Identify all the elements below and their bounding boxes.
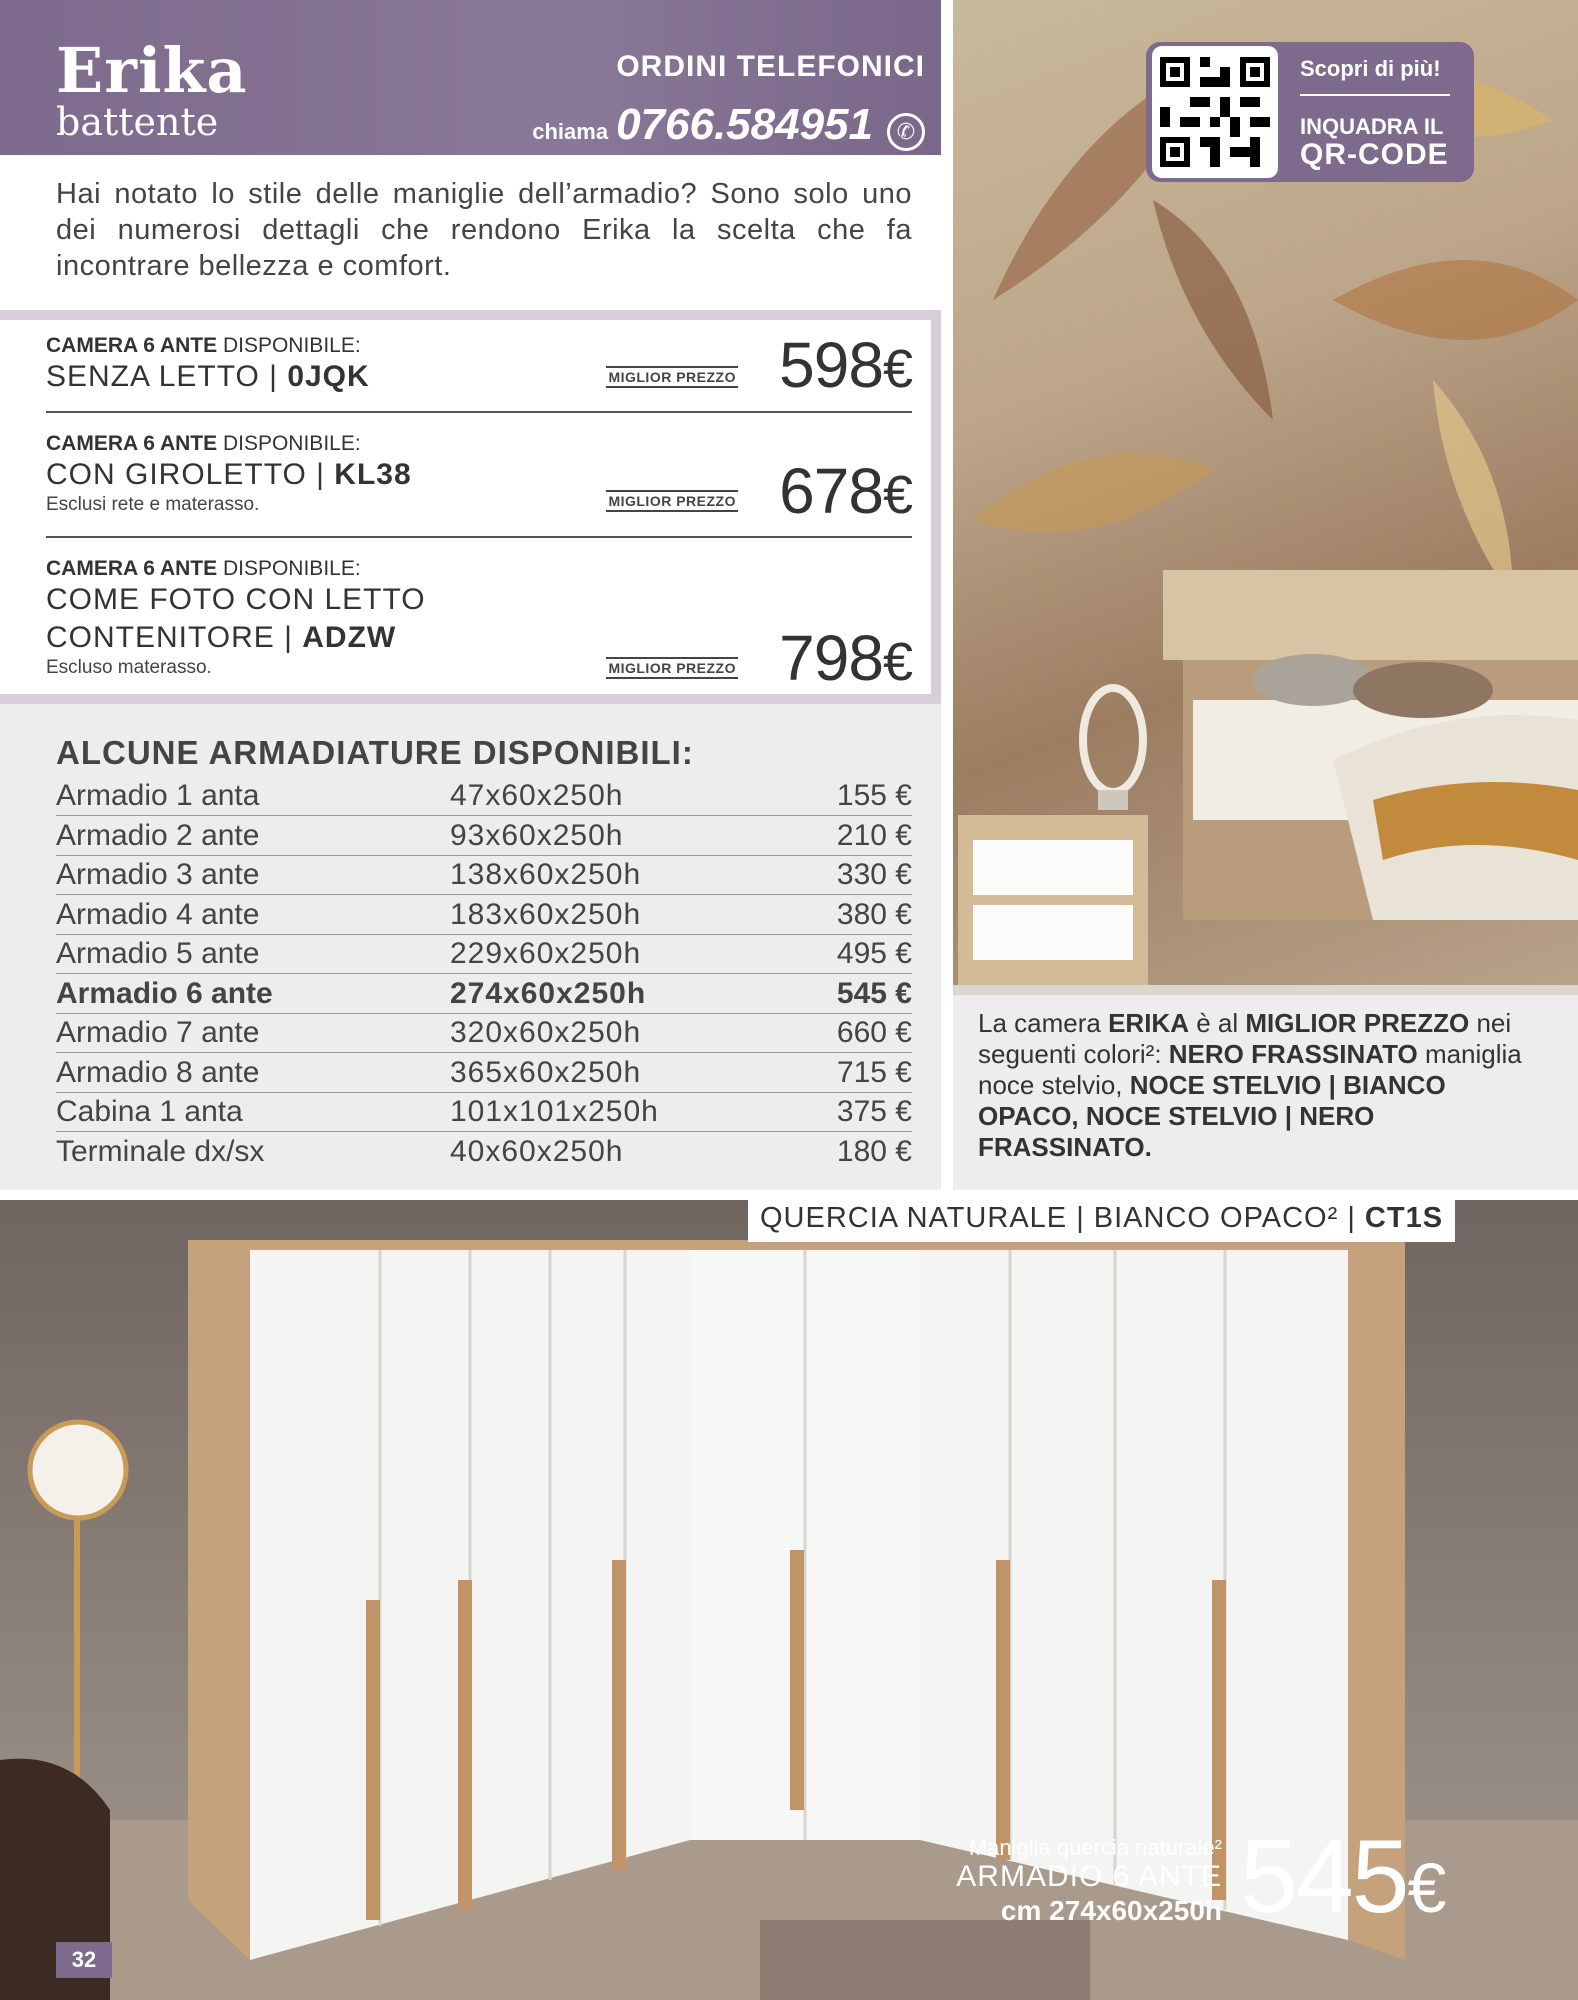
- offer-divider: [46, 411, 912, 413]
- offer-price: [779, 621, 912, 695]
- offer-price-value: 798: [779, 622, 883, 694]
- intro-text: Hai notato lo stile delle maniglie dell’armadio? Sono solo uno dei numerosi dettagli che rendono Erika la scelta che fa incontrare bellezza e comfort.: [56, 178, 912, 282]
- offer-heading-rest: DISPONIBILE:: [217, 432, 361, 455]
- leaf-shape: [1433, 380, 1513, 600]
- best-price-tag: MIGLIOR PREZZO: [606, 366, 738, 388]
- page-number: 32: [56, 1942, 112, 1978]
- euro-symbol: €: [1407, 1849, 1445, 1927]
- wardrobe-handle: [996, 1560, 1010, 1860]
- wardrobe-dims: 101x101x250h: [450, 1095, 659, 1128]
- product-name: ARMADIO 6 ANTE: [956, 1860, 1222, 1893]
- wardrobe-dims: 138x60x250h: [450, 858, 642, 891]
- wardrobe-price: 180 €: [836, 1134, 912, 1168]
- pillow: [1253, 654, 1373, 706]
- wardrobe-row: [56, 856, 912, 895]
- wardrobe-dims: 365x60x250h: [450, 1055, 642, 1089]
- wardrobe-dims: 320x60x250h: [450, 1016, 642, 1049]
- wardrobe-handle: [458, 1580, 472, 1910]
- nightstand-drawer: [973, 905, 1133, 960]
- handle-note: Maniglia quercia naturale²: [968, 1835, 1222, 1860]
- floor-lamp: [30, 1422, 126, 1518]
- wardrobe-price: 380 €: [836, 897, 912, 931]
- product-price: [1240, 1818, 1444, 1937]
- offer-title-text: SENZA LETTO |: [46, 360, 288, 393]
- offer-price-value: 598: [779, 329, 883, 401]
- offer-price: [779, 328, 912, 402]
- call-word: chiama: [532, 119, 609, 144]
- wardrobe-row-highlighted: [56, 975, 912, 1014]
- lamp-base: [1098, 790, 1128, 810]
- leaf-shape: [1153, 200, 1273, 420]
- qr-code-label: QR-CODE: [1300, 138, 1449, 171]
- qr-discover-text: Scopri di più!: [1300, 56, 1441, 81]
- offer-title-text: CON GIROLETTO |: [46, 458, 335, 491]
- leaf-shape: [1333, 260, 1578, 340]
- wardrobe-name: Armadio 3 ante: [56, 858, 260, 891]
- wardrobe-name: Armadio 8 ante: [56, 1055, 260, 1089]
- wardrobe-price: 545 €: [836, 976, 912, 1010]
- offer-note: Escluso materasso.: [46, 657, 212, 678]
- wardrobe-dims: 40x60x250h: [450, 1134, 624, 1168]
- lamp: [1083, 688, 1143, 792]
- variant-code: CT1S: [1364, 1202, 1444, 1234]
- offer-heading-rest: DISPONIBILE:: [217, 334, 361, 357]
- wardrobe-dims: 47x60x250h: [450, 779, 624, 812]
- offer-title-text: CONTENITORE |: [46, 621, 303, 654]
- offer-heading-bold: CAMERA 6 ANTE: [46, 557, 218, 580]
- euro-symbol: €: [882, 632, 912, 692]
- offer-item: [46, 329, 912, 404]
- offer-code: KL38: [334, 458, 412, 491]
- offer-heading-bold: CAMERA 6 ANTE: [46, 432, 218, 455]
- offer-code: 0JQK: [287, 360, 370, 393]
- wardrobe-side: [188, 1248, 250, 1960]
- wardrobe-heading: ALCUNE ARMADIATURE DISPONIBILI:: [56, 734, 694, 771]
- wardrobe-dims: 93x60x250h: [450, 818, 624, 852]
- headboard: [1163, 570, 1578, 660]
- wardrobe-price: 210 €: [836, 818, 912, 852]
- offer-heading: [46, 432, 912, 456]
- wardrobe-name: Terminale dx/sx: [56, 1134, 265, 1168]
- nightstand-drawer: [973, 840, 1133, 895]
- variant-label: QUERCIA NATURALE | BIANCO OPACO² | CT1S: [748, 1196, 1455, 1242]
- wardrobe-handle: [612, 1560, 626, 1870]
- wardrobe-name: Armadio 5 ante: [56, 937, 260, 970]
- wardrobe-row: [56, 1133, 912, 1172]
- offer-code: ADZW: [302, 621, 397, 654]
- wardrobe-name: Armadio 4 ante: [56, 897, 260, 931]
- wardrobe-name: Armadio 6 ante: [56, 976, 273, 1010]
- best-price-tag: MIGLIOR PREZZO: [606, 657, 738, 679]
- offer-item: [46, 557, 912, 694]
- wardrobe-dims: 229x60x250h: [450, 937, 642, 970]
- wardrobe-dims: 274x60x250h: [450, 976, 647, 1010]
- wardrobe-row: [56, 1054, 912, 1093]
- offer-price: [779, 454, 912, 528]
- phone-number[interactable]: 0766.584951: [616, 100, 873, 149]
- wardrobe-price: 495 €: [836, 937, 912, 970]
- offer-heading-bold: CAMERA 6 ANTE: [46, 334, 218, 357]
- qr-frame-text: INQUADRA IL: [1300, 114, 1444, 139]
- header-band: [0, 0, 941, 155]
- wardrobe-name: Armadio 2 ante: [56, 818, 260, 852]
- wardrobe-price: 330 €: [836, 858, 912, 891]
- qr-pattern: [1160, 54, 1270, 170]
- offer-title-text: COME FOTO CON LETTO: [46, 583, 426, 616]
- offer-divider: [46, 536, 912, 538]
- best-price-tag: MIGLIOR PREZZO: [606, 490, 738, 512]
- qr-code-icon[interactable]: [1152, 46, 1278, 178]
- wardrobe-price: 660 €: [836, 1016, 912, 1049]
- offer-price-value: 678: [779, 455, 883, 527]
- euro-symbol: €: [882, 465, 912, 525]
- wardrobe-handle: [366, 1600, 380, 1920]
- brand-title: Erika: [56, 34, 248, 107]
- wardrobe-name: Cabina 1 anta: [56, 1095, 243, 1128]
- wardrobe-name: Armadio 7 ante: [56, 1016, 260, 1049]
- product-dimensions: cm 274x60x250h: [1000, 1895, 1222, 1926]
- wardrobe-handle: [790, 1550, 804, 1810]
- phone-icon: ✆: [887, 113, 925, 151]
- pillow: [1353, 662, 1493, 718]
- wardrobe-row: [56, 896, 912, 935]
- wardrobe-price: 155 €: [836, 779, 912, 812]
- offer-heading: [46, 557, 912, 581]
- wardrobe-list: [0, 704, 941, 1190]
- wardrobe-price: 375 €: [836, 1095, 912, 1128]
- wardrobe-dims: 183x60x250h: [450, 897, 642, 931]
- phone-orders-label: ORDINI TELEFONICI: [616, 50, 925, 83]
- color-caption: La camera ERIKA è al MIGLIOR PREZZO nei seguenti colori²: NERO FRASSINATO maniglia noce stelvio, NOCE STELVIO | BIANCO OPACO, NOCE STELVIO | NERO FRASSINATO.: [978, 1008, 1522, 1162]
- product-price-value: 545: [1240, 1819, 1408, 1935]
- euro-symbol: €: [882, 339, 912, 399]
- leaf-shape: [973, 453, 1213, 532]
- wardrobe-row: [56, 1093, 912, 1132]
- offer-title: [46, 581, 912, 619]
- offer-heading-rest: DISPONIBILE:: [217, 557, 361, 580]
- bench: [760, 1920, 1090, 2000]
- brand-subtitle: battente: [56, 100, 219, 144]
- wardrobe-row: [56, 777, 912, 816]
- wardrobe-name: Armadio 1 anta: [56, 779, 260, 812]
- wardrobe-row: [56, 935, 912, 974]
- wardrobe-row: [56, 817, 912, 856]
- wardrobe-row: [56, 1014, 912, 1053]
- phone-line[interactable]: [532, 100, 925, 151]
- wardrobe-price: 715 €: [836, 1055, 912, 1089]
- qr-divider: [1300, 94, 1450, 96]
- offer-note: Esclusi rete e materasso.: [46, 494, 260, 515]
- offer-item: [46, 432, 912, 527]
